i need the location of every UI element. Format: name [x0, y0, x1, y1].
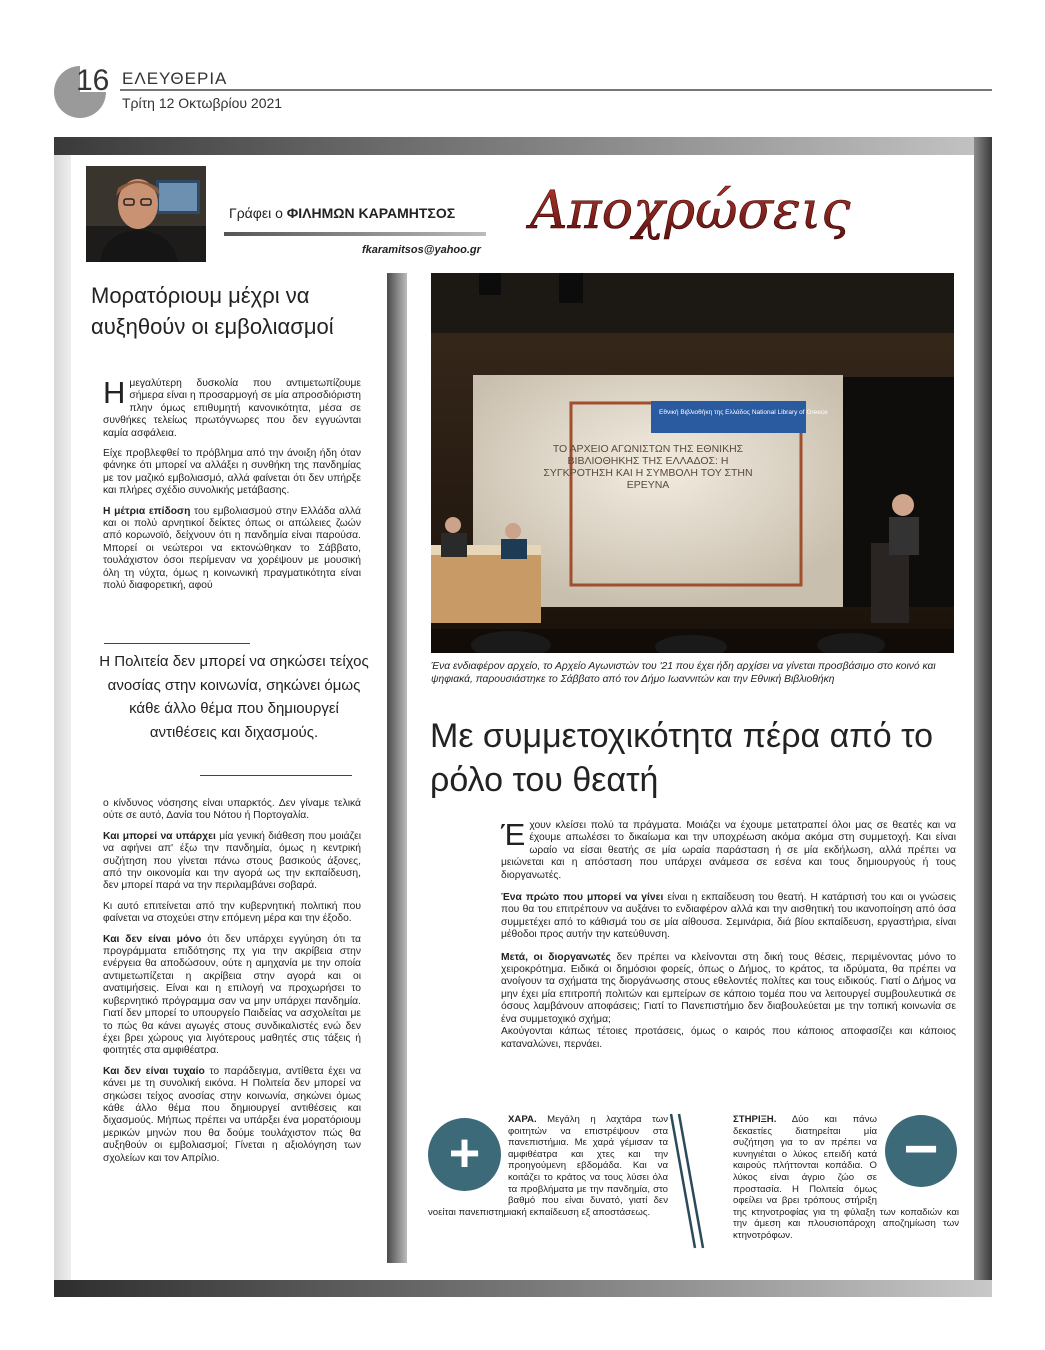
- paragraph: Η μέτρια επίδοση του εμβολιασμού στην Ελλάδα αλλά και οι πολύ αρνητικοί δείκτες όπως οι απώλειες ζωών από κορωνοϊό, δείχνουν ότι η πανδημία είναι παρούσα. Μπορεί οι νεώτεροι να εκτονώθηκαν το Σάββατο, τουλάχιστον όσοι περίμεναν να χορέψουν με μουσική όλη τη νύχτα, όμως η κοινωνική πραγματικότητα είναι πολύ διαφορετική, αφού: [103, 505, 361, 592]
- left-frame-shade: [54, 155, 71, 1280]
- minus-symbol: −: [903, 1115, 939, 1182]
- issue-date: Τρίτη 12 Οκτωβρίου 2021: [122, 95, 283, 111]
- paragraph: Ένα πρώτο που μπορεί να γίνει είναι η εκπαίδευση του θεατή. Η κατάρτισή του και οι γνώσεις που θα του επιτρέπουν να αυξάνει το ενδιαφέρον αλλά και την αισθητική του ικανοποίηση από όσα συμμετέχει από το κάθισμά του σε μία αίθουσα. Σεμινάρια, διά βίου εκπαίδευση, εργαστήρια, είναι μέθοδοι προς αυτήν την κατεύθυνση.: [501, 892, 956, 941]
- photo-screen-logo: Εθνική Βιβλιοθήκη της Ελλάδος National Library of Greece: [659, 409, 828, 416]
- left-article-body-bottom: [103, 798, 361, 1173]
- author-name: ΦΙΛΗΜΩΝ ΚΑΡΑΜΗΤΣΟΣ: [286, 205, 456, 221]
- newspaper-name: ΕΛΕΥΘΕΡΙΑ: [122, 69, 228, 88]
- paragraph: Μετά, οι διοργανωτές δεν πρέπει να κλείνονται στη δική τους θέσεις, περιμένοντας μόνο το χειροκρότημα. Ειδικά οι δημόσιοι φορείς, όπως ο Δήμος, το κράτος, τα ιδρύματα, θα πρέπει να ανοίγουν τα σχήματα της διοργάνωσης στους εθελοντές πολίτες και τους ειδικούς. Γιατί ο Δήμος να μην έχει μία επιτροπή πολιτών και εμπείρων σε κάποιο τομέα που να λειτουργεί συμβουλευτικά σε όσους λαμβάνουν αποφάσεις; Γιατί το Πανεπιστήμιο δεν διαβουλεύεται με την τοπική κοινωνία σε ένα συμμετοχικό σχήμα; Ακούγονται κάπως τέτοιες προτάσεις, όμως ο καιρός που κάποιος αποφασίζει και κάποιος καταναλώνει, περνάει.: [501, 951, 956, 1050]
- minus-box-lead: ΣΤΗΡΙΞΗ.: [733, 1114, 777, 1125]
- pull-quote: Η Πολιτεία δεν μπορεί να σηκώσει τείχος ανοσίας στην κοινωνία, σηκώνει όμως κάθε άλλο θέμα που δημιουργεί αντιθέσεις και διχασμούς.: [99, 653, 369, 741]
- paragraph: ο κίνδυνος νόσησης είναι υπαρκτός. Δεν γίναμε τελικά ούτε σε αυτό, Δανία του Νότου ή Πορτογαλία.: [103, 798, 361, 822]
- right-article-body: [501, 817, 956, 1061]
- top-frame-bar: [54, 137, 992, 155]
- paragraph: Ημεγαλύτερη δυσκολία που αντιμετωπίζουμε σήμερα είναι η προσαρμογή σε μία απροσδιόριστη πλην όμως επιθυμητή κανονικότητα, μέσα σε συνθήκες τελείως πρωτόγνωρες που δεν εγγυώνται καμία ασφάλεια.: [103, 375, 361, 439]
- photo-caption: Ένα ενδιαφέρον αρχείο, το Αρχείο Αγωνιστών του '21 που έχει ήδη αρχίσει να γίνεται προσβάσιμο στο κοινό και ψηφιακά, παρουσιάστηκε το Σάββατο από τον Δήμο Ιωαννιτών και την Εθνική Βιβλιοθήκη: [431, 661, 936, 685]
- paragraph: Κι αυτό επιτείνεται από την κυβερνητική πολιτική που φαίνεται να στοχεύει στην επόμενη μέρα και την έξοδο.: [103, 900, 361, 925]
- pull-quote-rule-bottom: [200, 775, 352, 776]
- pull-quote-rule-top: [104, 643, 250, 644]
- byline-rule: [224, 232, 486, 236]
- byline-prefix: Γράφει ο: [229, 205, 283, 221]
- column-logo: [520, 172, 920, 254]
- paragraph: Και δεν είναι τυχαίο το παράδειγμα, αντίθετα έχει να κάνει με τη συνολική εικόνα. Η Πολιτεία δεν μπορεί να σηκώσει τείχος ανοσίας στην κοινωνία, σηκώνει όμως κάθε άλλο θέμα που δημιουργεί αντιθέσεις και διχασμούς. Μήπως πρέπει να υπάρξει ένα μορατόριουμ μερικών μηνών που θα δούμε τουλάχιστον πώς θα αυξηθούν οι εμβολιασμοί; Γίνεται η αξιολόγηση των σχολείων και τον Απρίλιο.: [103, 1065, 361, 1164]
- float-spacer: [877, 1114, 959, 1196]
- column-divider: [387, 273, 407, 1263]
- paragraph: Και μπορεί να υπάρχει μία γενική διάθεση που μοιάζει να αφήνει απ' έξω την πανδημία, όμως η κεντρική συζήτηση που γίνεται πάνω στους βασικούς άξονες, από την οικονομία και την αγορά ως την εκπαίδευση, δεν μπορεί παρά να την περιλαμβάνει σοβαρά.: [103, 830, 361, 892]
- drop-cap: Έ: [501, 817, 526, 852]
- plus-symbol: +: [448, 1123, 481, 1183]
- page-number: 16: [76, 64, 110, 97]
- event-photo: [431, 273, 954, 653]
- photo-screen-text: ΤΟ ΑΡΧΕΙΟ ΑΓΩΝΙΣΤΩΝ ΤΗΣ ΕΘΝΙΚΗΣ ΒΙΒΛΙΟΘΗΚΗΣ ΤΗΣ ΕΛΛΑΔΟΣ: Η ΣΥΓΚΡΟΤΗΣΗ ΚΑΙ Η ΣΥΜΒΟΛΗ ΤΟΥ ΣΤΗΝ ΕΡΕΥΝΑ: [543, 443, 753, 491]
- right-article-headline: Με συμμετοχικότητα πέρα από το ρόλο του θεατή: [430, 717, 933, 799]
- paragraph: Έχουν κλείσει πολύ τα πράγματα. Μοιάζει να έχουμε μετατραπεί όλοι μας σε θεατές και να έχουμε απωλέσει το δικαίωμα και την υποχρέωση ακόμα ακόμα στη συμμετοχή. Και είναι ωραίο να είσαι θεατής σε μία ωραία παράσταση ή σε μία εκδήλωση, αλλά πρέπει να μειώνεται και η απόσταση που υπάρχει ανάμεσα σε εσένα και τους δημιουργούς ή τους διοργανωτές.: [501, 817, 956, 881]
- float-spacer: [428, 1114, 508, 1196]
- bottom-frame-bar: [54, 1280, 992, 1297]
- divider-slashes: [665, 1112, 713, 1250]
- paragraph: Και δεν είναι μόνο ότι δεν υπάρχει εγγύηση ότι τα προγράμματα επιδότησης πχ για την ακρίβεια στην ενέργεια θα αποδώσουν, ούτε η αμηχανία με την οποία αντιμετωπίζεται η ακρίβεια στην αγορά και οι ανατιμήσεις. Είναι και η επιλογή να προχωρήσει το κυβερνητικό πρόγραμμα σαν να μην υπάρχει πανδημία. Γιατί δεν μπορεί το υπουργείο Παιδείας να ασχολείται με το πώς θα κάνει αγωγές στους συνδικαλιστές ενώ δεν έχει βρει χώρους για λιγότερους μαθητές στις τάξεις ή φοιτητές στα αμφιθέατρα.: [103, 933, 361, 1057]
- left-article-body-top: [103, 375, 361, 601]
- column-logo-text: Αποχρώσεις: [530, 181, 851, 241]
- byline: [229, 205, 455, 221]
- paragraph: Είχε προβλεφθεί το πρόβλημα από την άνοιξη ήδη όταν φάνηκε ότι μπορεί να αλλάξει η συνθήκη της πανδημίας με τον μαζικό εμβολιασμό, αλλά φαίνεται ότι δεν υπήρξε και πλήρες σχέδιο συνολικής μετάβασης.: [103, 448, 361, 497]
- author-email[interactable]: fkaramitsos@yahoo.gr: [362, 244, 481, 256]
- plus-box-lead: ΧΑΡΑ.: [508, 1114, 537, 1125]
- minus-box-text: ΣΤΗΡΙΞΗ. Δύο και πάνω δεκαετίες διατηρείται μία συζήτηση για το αν πρέπει να κυνηγιέται ο λύκος επειδή κατά καιρούς πλήττονται κοπάδια. Ο λύκος είναι άγριο ζώο σε προστασία. Η Πολιτεία όμως οφείλει να βρει τρόπους στήριξη της κτηνοτροφίας για τη φύλαξη των κοπαδιών και την άμεση και πλουσιοπάροχη αποζημίωση των κτηνοτρόφων.: [733, 1114, 959, 1241]
- author-photo: [86, 166, 206, 262]
- drop-cap: Η: [103, 375, 126, 410]
- left-article-title: Μορατόριουμ μέχρι να αυξηθούν οι εμβολιασμοί: [91, 283, 334, 339]
- plus-box-text: ΧΑΡΑ. Μεγάλη η λαχτάρα των φοιτητών να επιστρέψουν στα πανεπιστήμια. Με χαρά γέμισαν τα αμφιθέατρα και χτες και την προηγούμενη εβδομάδα. Και να κοιτάζει το κράτος να τους λύσει όλα τα προβλήματα με την πανδημία, στο βαθμό που είναι δυνατό, γιατί δεν νοείται πανεπιστημιακή εκπαίδευση εξ αποστάσεως.: [428, 1114, 668, 1218]
- header-rule: [120, 89, 992, 91]
- right-frame-bar: [974, 137, 992, 1297]
